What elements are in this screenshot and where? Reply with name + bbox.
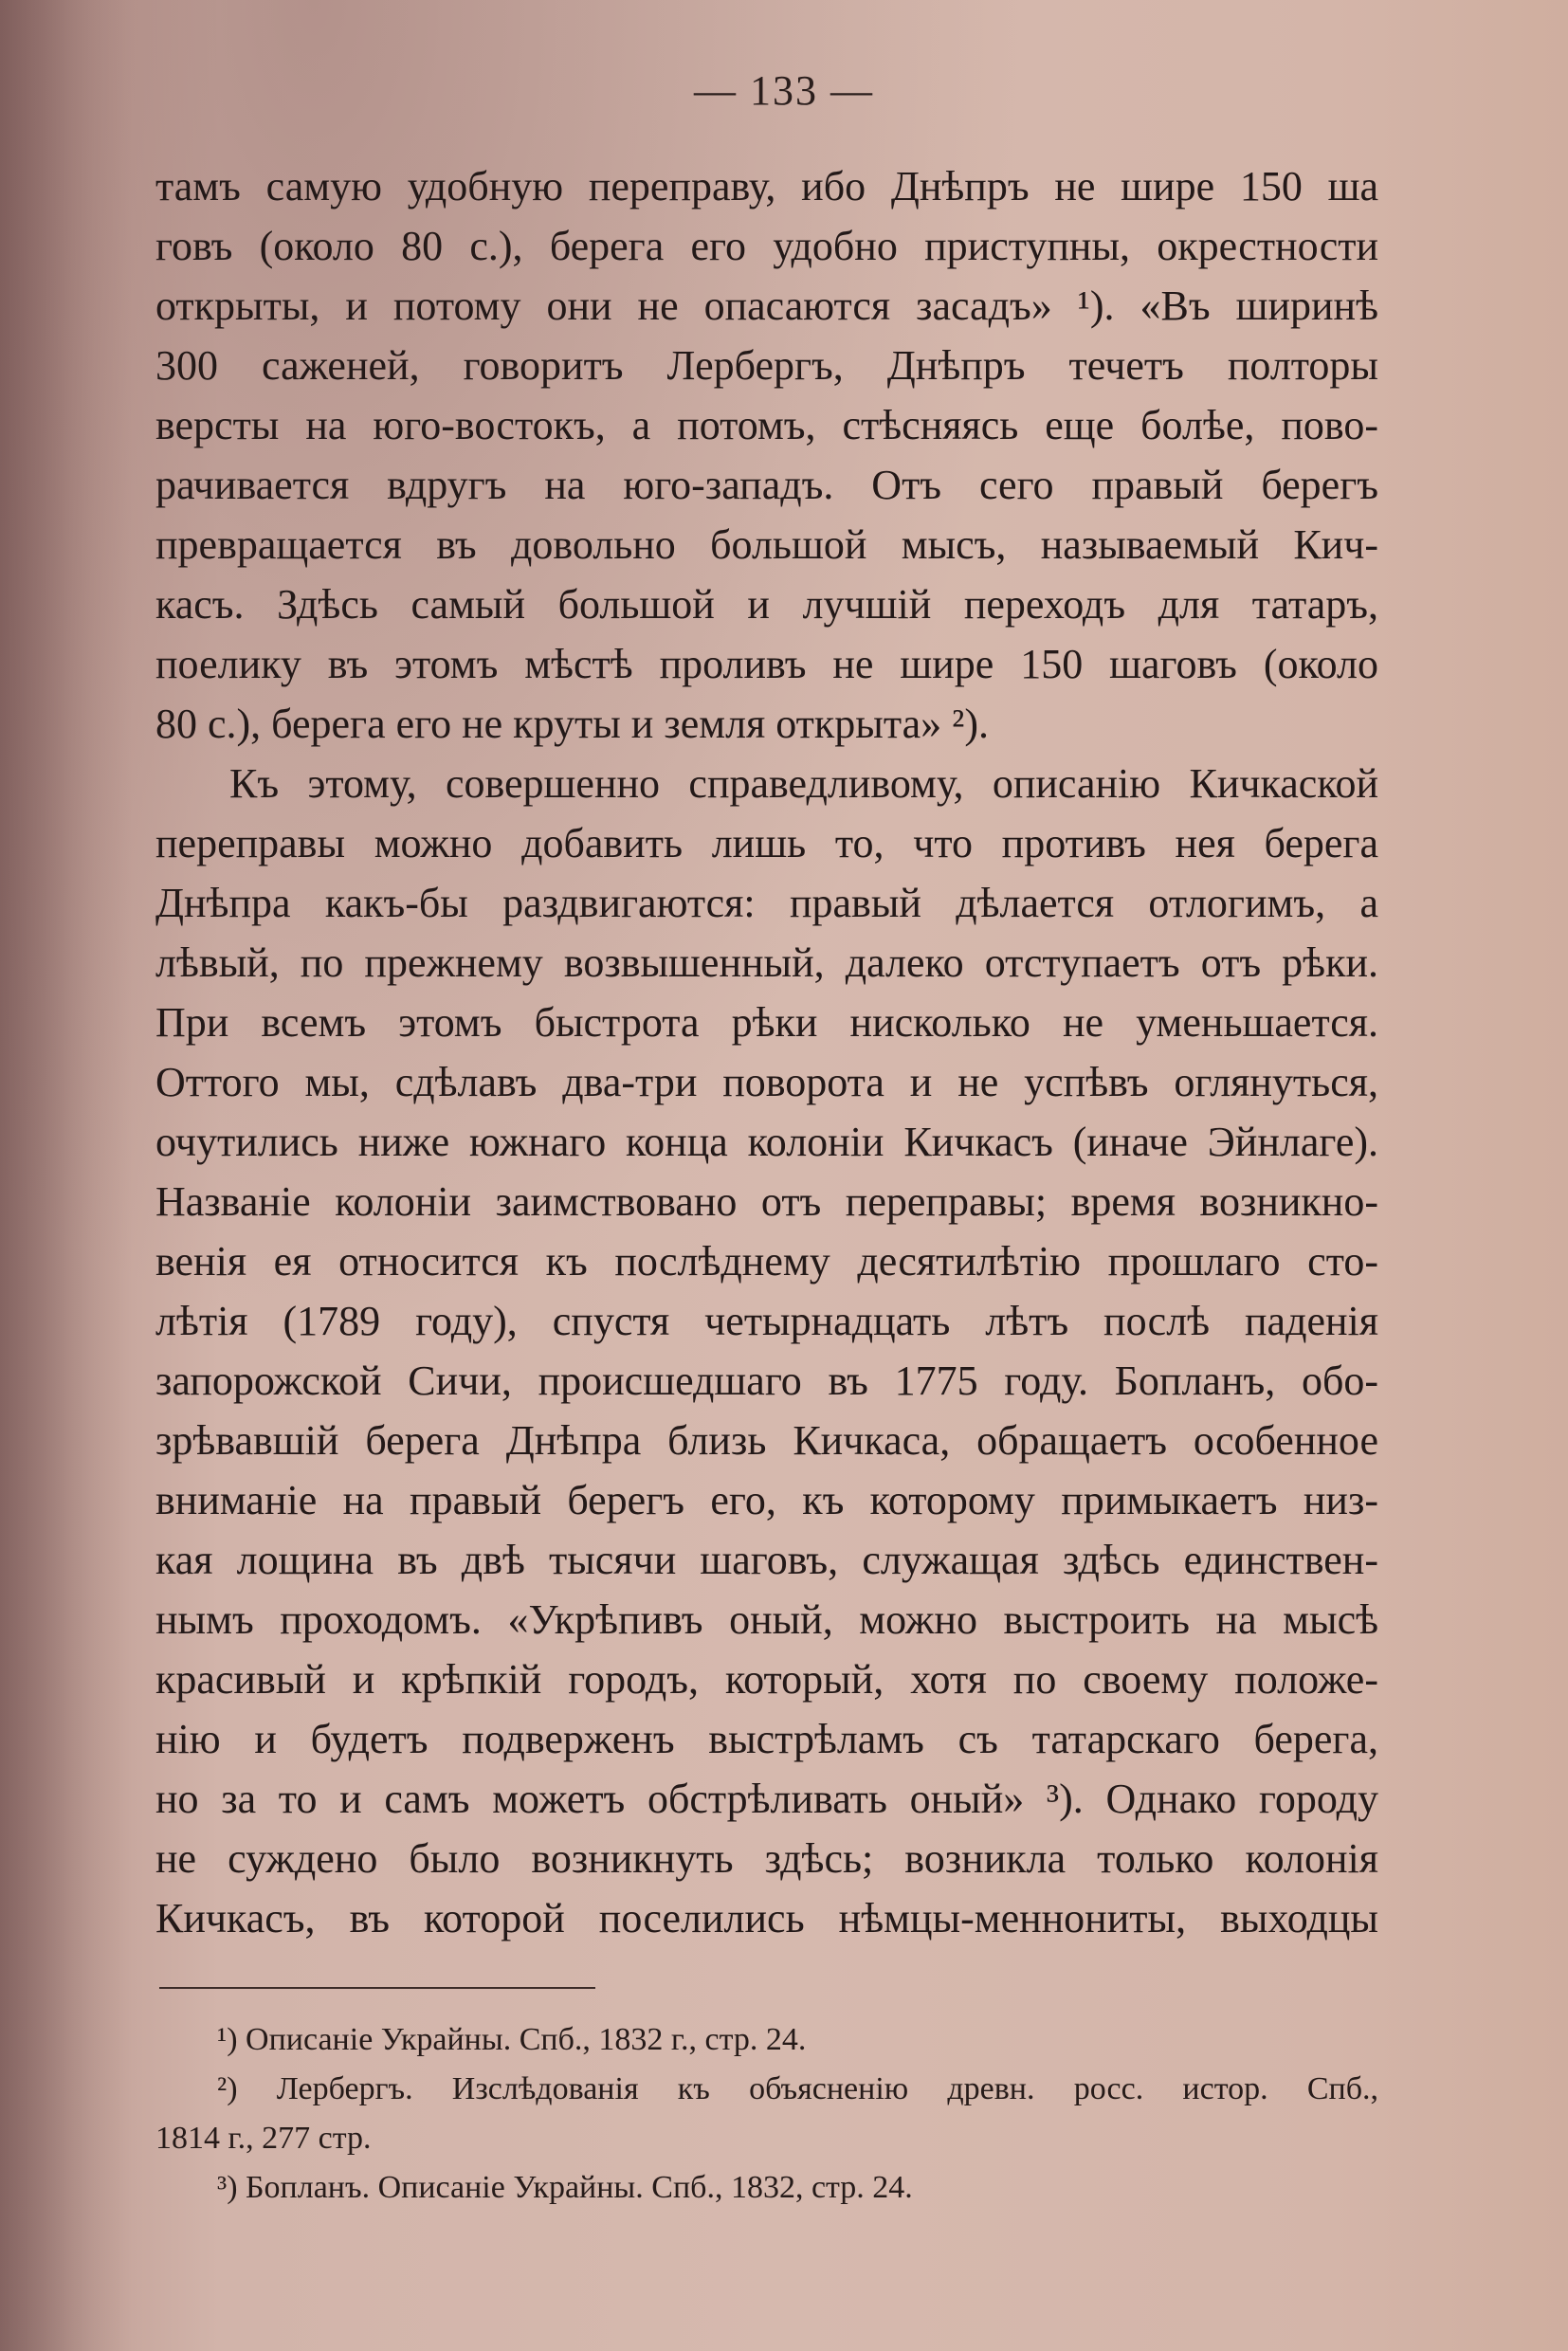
text-line: кая лощина въ двѣ тысячи шаговъ, служащая здѣсь единствен- [155,1537,1378,1583]
paragraph-end-line: 80 с.), берега его не круты и земля открыта» ²). [155,701,989,747]
text-line: венія ея относится къ послѣднему десятилѣтію прошлаго сто- [155,1238,1378,1285]
footnote-1: ¹) Описаніе Украйны. Спб., 1832 г., стр. 24. [217,2022,807,2057]
text-line: но за то и самъ можетъ обстрѣливать оный» ³). Однако городу [155,1776,1378,1822]
text-line: не суждено было возникнуть здѣсь; возникла только колонія [155,1835,1378,1882]
text-line: нію и будетъ подверженъ выстрѣламъ съ татарскаго берега, [155,1716,1378,1762]
text-line: поелику въ этомъ мѣстѣ проливъ не шире 150 шаговъ (около [155,641,1378,687]
text-line: вниманіе на правый берегъ его, къ которому примыкаетъ низ- [155,1477,1378,1523]
text-line: переправы можно добавить лишь то, что противъ нея берега [155,820,1378,866]
footnote-2-continuation: 1814 г., 277 стр. [155,2121,372,2156]
text-line: лѣтія (1789 году), спустя четырнадцать лѣтъ послѣ паденія [155,1298,1378,1344]
text-line: Днѣпра какъ-бы раздвигаются: правый дѣлается отлогимъ, а [155,880,1378,926]
footnote-2: ²) Лербергъ. Изслѣдованія къ объясненію древн. росс. истор. Спб., [217,2071,1378,2106]
text-line: очутились ниже южнаго конца колоніи Кичкасъ (иначе Эйнлаге). [155,1119,1378,1165]
text-line: Кичкасъ, въ которой поселились нѣмцы-меннониты, выходцы [155,1895,1378,1941]
text-line: рачивается вдругъ на юго-западъ. Отъ сего правый берегъ [155,462,1378,508]
text-line: При всемъ этомъ быстрота рѣки нисколько не уменьшается. [155,999,1378,1046]
footnote-3: ³) Бопланъ. Описаніе Украйны. Спб., 1832, стр. 24. [217,2170,913,2205]
paragraph-first-line: Къ этому, совершенно справедливому, описанію Кичкаской [229,760,1378,807]
text-line: нымъ проходомъ. «Укрѣпивъ оный, можно выстроить на мысѣ [155,1596,1378,1643]
text-line: говъ (около 80 с.), берега его удобно приступны, окрестности [155,223,1378,269]
footnotes [155,2015,1378,2213]
page-number: — 133 — [694,67,874,114]
spine-shadow [0,0,133,2351]
text-line: касъ. Здѣсь самый большой и лучшій переходъ для татаръ, [155,581,1378,628]
text-line: зрѣвавшій берега Днѣпра близь Кичкаса, обращаетъ особенное [155,1417,1378,1464]
text-line: красивый и крѣпкій городъ, который, хотя по своему положе- [155,1656,1378,1703]
text-line: 300 саженей, говоритъ Лербергъ, Днѣпръ течетъ полторы [155,342,1378,389]
text-line: запорожской Сичи, происшедшаго въ 1775 году. Бопланъ, обо- [155,1358,1378,1404]
text-line: версты на юго-востокъ, а потомъ, стѣсняясь еще болѣе, пово- [155,402,1378,448]
text-line: лѣвый, по прежнему возвышенный, далеко отступаетъ отъ рѣки. [155,939,1378,986]
footnote-divider [159,1987,595,1989]
body-text [155,156,1378,1948]
text-line: открыты, и потому они не опасаются засадъ» ¹). «Въ ширинѣ [155,282,1378,329]
text-line: Названіе колоніи заимствовано отъ переправы; время возникно- [155,1178,1378,1225]
text-line: превращается въ довольно большой мысъ, называемый Кич- [155,521,1378,568]
text-line: Оттого мы, сдѣлавъ два-три поворота и не успѣвъ оглянуться, [155,1059,1378,1105]
text-line: тамъ самую удобную переправу, ибо Днѣпръ не шире 150 ша [155,163,1378,210]
